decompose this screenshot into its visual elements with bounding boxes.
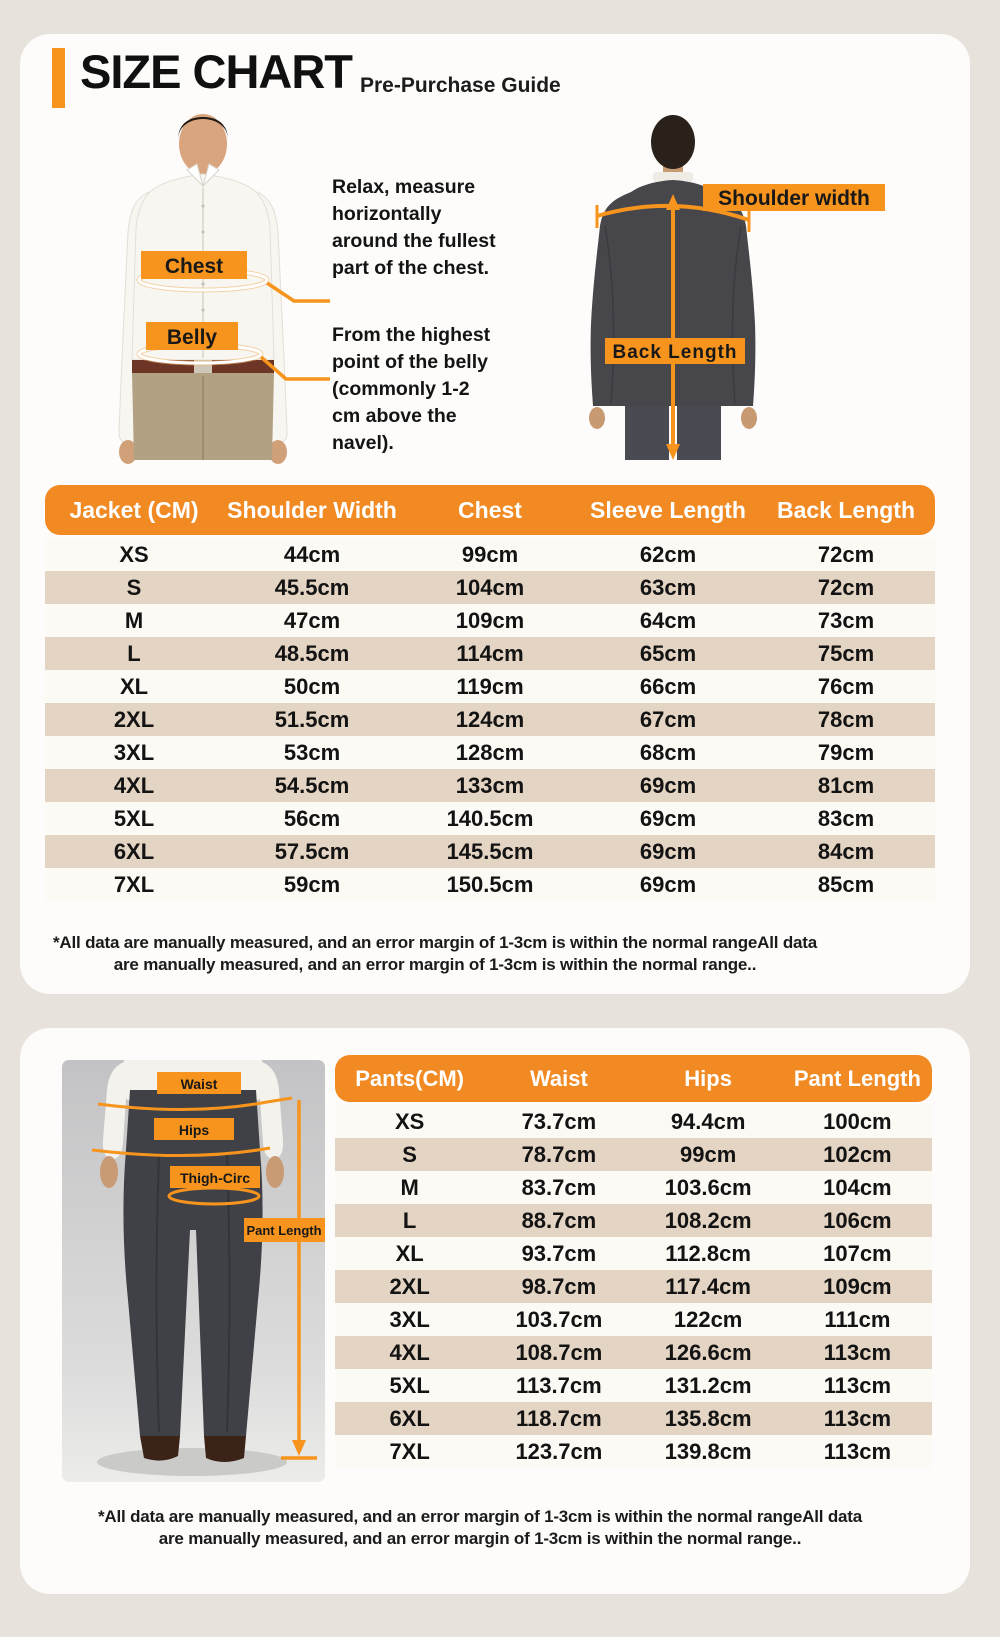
value-cell: 78.7cm [521, 1141, 597, 1167]
size-label-cell: S [126, 574, 142, 600]
table-row [45, 670, 935, 703]
size-label-cell: L [127, 640, 141, 666]
disclaimer-line-2: are manually measured, and an error margin of 1-3cm is within the normal range.. [158, 1529, 802, 1548]
jacket-size-table [45, 485, 935, 901]
value-cell: 119cm [456, 673, 524, 699]
size-label-cell: 3XL [113, 739, 155, 765]
size-label-cell: XL [119, 673, 149, 699]
table-row [335, 1138, 932, 1171]
pants-size-card [20, 1028, 970, 1594]
shoulder-width-label-text: Shoulder width [718, 187, 870, 210]
value-cell: 84cm [817, 838, 875, 864]
table-row [335, 1270, 932, 1303]
value-cell: 113cm [823, 1405, 892, 1431]
value-cell: 118.7cm [516, 1405, 602, 1431]
pants-model-figure [62, 1060, 325, 1482]
value-cell: 81cm [817, 772, 875, 798]
value-cell: 75cm [817, 640, 875, 666]
column-header: Jacket (CM) [69, 496, 199, 523]
value-cell: 145.5cm [446, 838, 534, 864]
table-row [335, 1237, 932, 1270]
size-label-cell: 4XL [113, 772, 155, 798]
column-header: Shoulder Width [227, 496, 397, 523]
column-header: Chest [458, 496, 522, 523]
value-cell: 51.5cm [274, 706, 350, 732]
value-cell: 63cm [639, 574, 697, 600]
value-cell: 47cm [283, 607, 341, 633]
size-label-cell: 4XL [389, 1339, 430, 1365]
value-cell: 113cm [823, 1372, 892, 1398]
waist-label [157, 1072, 241, 1094]
value-cell: 133cm [455, 772, 525, 798]
value-cell: 73cm [817, 607, 875, 633]
back-length-label [605, 338, 745, 364]
back-model-figure [545, 104, 890, 460]
chest-measure-note: Relax, measure horizontally around the fullest part of the chest. [332, 176, 496, 279]
value-cell: 102cm [823, 1141, 892, 1167]
value-cell: 83cm [817, 805, 875, 831]
value-cell: 128cm [455, 739, 525, 765]
table-row [45, 571, 935, 604]
value-cell: 113cm [823, 1339, 892, 1365]
jacket-table-header [45, 485, 935, 535]
table-row [335, 1336, 932, 1369]
size-label-cell: 6XL [389, 1405, 430, 1431]
column-header: Hips [684, 1065, 732, 1091]
value-cell: 44cm [283, 541, 341, 567]
disclaimer-line-2: are manually measured, and an error margin of 1-3cm is within the normal range.. [113, 955, 757, 974]
value-cell: 113cm [823, 1438, 892, 1464]
size-label-cell: 5XL [113, 805, 155, 831]
value-cell: 76cm [817, 673, 875, 699]
belly-label [146, 322, 238, 350]
back-length-label-text: Back Length [612, 342, 738, 363]
value-cell: 68cm [639, 739, 697, 765]
value-cell: 67cm [639, 706, 697, 732]
chest-label [141, 251, 247, 279]
table-row [335, 1435, 932, 1468]
value-cell: 69cm [639, 871, 697, 897]
size-label-cell: XS [394, 1108, 425, 1134]
value-cell: 59cm [283, 871, 341, 897]
size-label-cell: XS [119, 541, 149, 567]
title-accent-bar [52, 48, 65, 108]
value-cell: 117.4cm [665, 1273, 751, 1299]
value-cell: 83.7cm [521, 1174, 597, 1200]
value-cell: 69cm [639, 838, 697, 864]
pant-length-label [244, 1218, 325, 1242]
value-cell: 104cm [455, 574, 525, 600]
value-cell: 126.6cm [664, 1339, 752, 1365]
value-cell: 98.7cm [521, 1273, 597, 1299]
table-row [45, 637, 935, 670]
value-cell: 99cm [679, 1141, 737, 1167]
column-header: Waist [529, 1065, 588, 1091]
value-cell: 72cm [817, 574, 875, 600]
table-row [45, 538, 935, 571]
value-cell: 54.5cm [274, 772, 350, 798]
value-cell: 100cm [823, 1108, 892, 1134]
value-cell: 114cm [456, 640, 524, 666]
table-row [335, 1105, 932, 1138]
value-cell: 69cm [639, 805, 697, 831]
pants-table-header [335, 1055, 932, 1102]
belly-label-text: Belly [166, 326, 218, 349]
page-title: SIZE CHART [80, 45, 352, 98]
value-cell: 99cm [461, 541, 519, 567]
size-label-cell: 6XL [113, 838, 155, 864]
value-cell: 131.2cm [664, 1372, 752, 1398]
pants-size-table [335, 1055, 932, 1468]
table-row [45, 835, 935, 868]
shoulder-width-label [703, 184, 885, 211]
value-cell: 78cm [817, 706, 875, 732]
value-cell: 48.5cm [274, 640, 350, 666]
value-cell: 108.2cm [664, 1207, 752, 1233]
size-label-cell: M [124, 607, 144, 633]
value-cell: 93.7cm [521, 1240, 597, 1266]
hips-label [154, 1118, 234, 1140]
value-cell: 66cm [639, 673, 697, 699]
belly-measure-note: From the highest point of the belly (commonly 1-2 cm above the navel). [332, 324, 491, 454]
jacket-size-card [20, 34, 970, 994]
jacket-table-body [45, 538, 935, 901]
table-row [335, 1402, 932, 1435]
thigh-circ-label [170, 1166, 260, 1188]
table-row [45, 604, 935, 637]
value-cell: 111cm [824, 1306, 891, 1332]
value-cell: 79cm [817, 739, 875, 765]
value-cell: 103.6cm [664, 1174, 752, 1200]
size-label-cell: 7XL [113, 871, 155, 897]
value-cell: 85cm [817, 871, 875, 897]
size-label-cell: L [402, 1207, 417, 1233]
size-label-cell: 5XL [389, 1372, 430, 1398]
value-cell: 94.4cm [670, 1108, 746, 1134]
value-cell: 57.5cm [274, 838, 350, 864]
value-cell: 69cm [639, 772, 697, 798]
pant-length-label-text: Pant Length [246, 1223, 322, 1238]
value-cell: 107cm [823, 1240, 892, 1266]
thigh-circ-label-text: Thigh-Circ [180, 1170, 250, 1186]
table-row [45, 802, 935, 835]
waist-label-text: Waist [180, 1076, 218, 1092]
size-label-cell: 2XL [389, 1273, 430, 1299]
value-cell: 88.7cm [521, 1207, 597, 1233]
value-cell: 112.8cm [665, 1240, 751, 1266]
value-cell: 53cm [283, 739, 341, 765]
table-row [335, 1171, 932, 1204]
size-label-cell: 2XL [113, 706, 155, 732]
value-cell: 104cm [823, 1174, 892, 1200]
hips-label-text: Hips [178, 1122, 210, 1138]
value-cell: 108.7cm [515, 1339, 603, 1365]
table-row [45, 769, 935, 802]
table-row [45, 703, 935, 736]
front-model-figure [86, 108, 321, 460]
value-cell: 106cm [823, 1207, 892, 1233]
disclaimer-line-1: *All data are manually measured, and an error margin of 1-3cm is within the normal rangeAll data [53, 933, 817, 952]
column-header: Back Length [776, 496, 916, 523]
page-subtitle: Pre-Purchase Guide [360, 74, 561, 97]
value-cell: 150.5cm [446, 871, 534, 897]
value-cell: 103.7cm [515, 1306, 603, 1332]
column-header: Sleeve Length [590, 496, 746, 523]
value-cell: 139.8cm [664, 1438, 752, 1464]
value-cell: 123.7cm [515, 1438, 603, 1464]
disclaimer-line-1: *All data are manually measured, and an error margin of 1-3cm is within the normal rangeAll data [98, 1507, 862, 1526]
table-row [335, 1369, 932, 1402]
value-cell: 109cm [823, 1273, 892, 1299]
value-cell: 64cm [639, 607, 697, 633]
value-cell: 135.8cm [664, 1405, 752, 1431]
column-header: Pants(CM) [355, 1065, 465, 1091]
pants-disclaimer [20, 1506, 940, 1550]
jacket-disclaimer [20, 932, 850, 976]
value-cell: 50cm [283, 673, 341, 699]
value-cell: 113.7cm [516, 1372, 602, 1398]
value-cell: 65cm [639, 640, 697, 666]
pants-table-body [335, 1105, 932, 1468]
size-label-cell: S [402, 1141, 417, 1167]
table-row [45, 736, 935, 769]
chest-label-text: Chest [164, 255, 224, 278]
table-row [335, 1303, 932, 1336]
size-label-cell: M [400, 1174, 419, 1200]
size-label-cell: XL [395, 1240, 424, 1266]
value-cell: 140.5cm [446, 805, 534, 831]
size-label-cell: 3XL [389, 1306, 430, 1332]
value-cell: 45.5cm [274, 574, 350, 600]
value-cell: 73.7cm [521, 1108, 597, 1134]
column-header: Pant Length [793, 1065, 921, 1091]
value-cell: 62cm [639, 541, 697, 567]
table-row [335, 1204, 932, 1237]
value-cell: 122cm [673, 1306, 743, 1332]
table-row [45, 868, 935, 901]
value-cell: 72cm [817, 541, 875, 567]
value-cell: 56cm [283, 805, 341, 831]
value-cell: 124cm [455, 706, 525, 732]
size-label-cell: 7XL [389, 1438, 430, 1464]
value-cell: 109cm [455, 607, 525, 633]
